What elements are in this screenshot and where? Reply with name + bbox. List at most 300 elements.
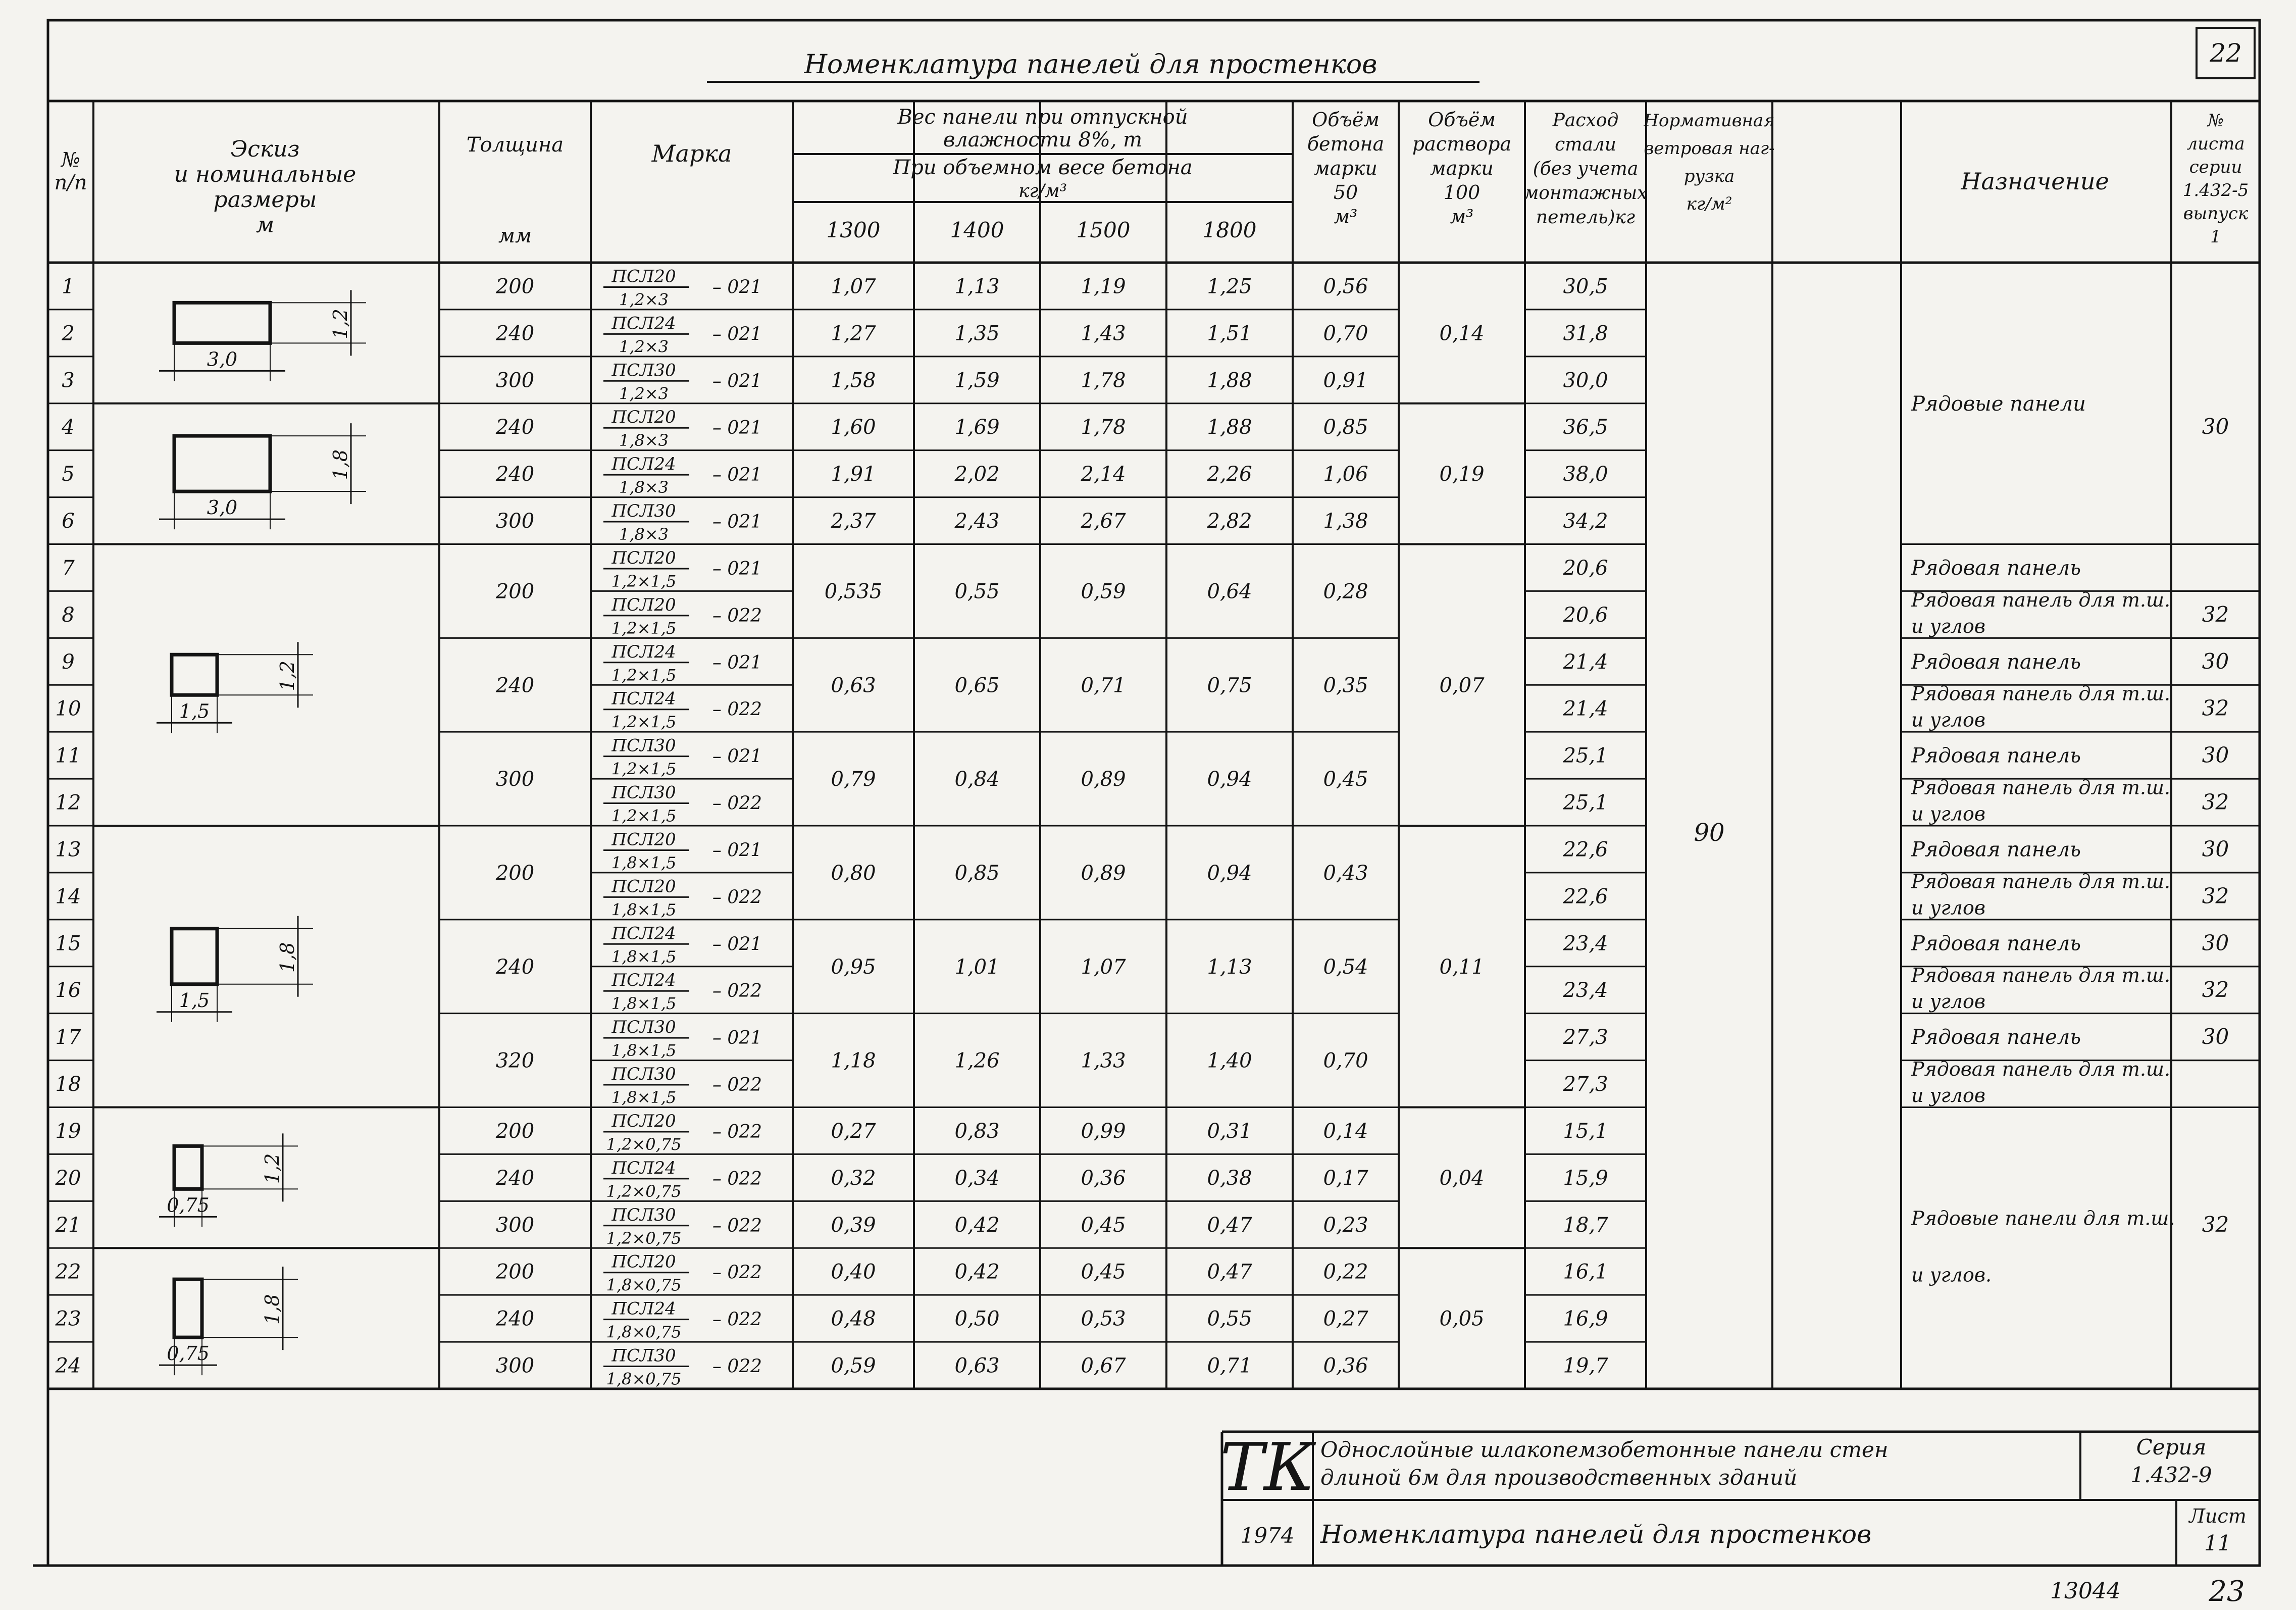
mark-name: ПСЛ20: [611, 407, 676, 428]
steel-value: 19,7: [1563, 1354, 1608, 1378]
weight-value: 0,42: [954, 1260, 1000, 1284]
header-mortar: Объём: [1428, 109, 1496, 131]
weight-value: 1,07: [831, 275, 876, 298]
mark-size: 1,8×3: [619, 525, 669, 544]
row-number: 9: [62, 650, 75, 674]
concrete-value: 1,06: [1323, 463, 1368, 486]
row-number: 10: [55, 697, 81, 721]
mark-suffix: – 022: [712, 887, 762, 908]
thickness-value: 240: [495, 463, 535, 486]
steel-value: 25,1: [1563, 744, 1608, 768]
purpose-text: Рядовые панели: [1911, 392, 2086, 416]
purpose-text: Рядовая панель: [1911, 1026, 2081, 1049]
page-title: Номенклатура панелей для простенков: [804, 49, 1377, 80]
thickness-value: 300: [495, 510, 535, 533]
row-number: 1: [62, 275, 75, 298]
row-number: 22: [55, 1260, 81, 1284]
weight-value: 0,80: [831, 861, 876, 885]
weight-value: 0,535: [824, 580, 883, 603]
weight-value: 0,55: [954, 580, 1000, 603]
purpose-text: Рядовая панель для т.ш.: [1911, 964, 2171, 987]
weight-value: 1,43: [1081, 322, 1126, 345]
title-block-year: 1974: [1240, 1523, 1295, 1548]
header-wind: кг/м²: [1686, 194, 1732, 214]
sketch-width: 1,5: [179, 700, 210, 723]
concrete-value: 0,23: [1323, 1213, 1368, 1237]
row-number: 4: [62, 416, 75, 439]
mark-size: 1,2×1,5: [611, 712, 677, 732]
sheet-number: 32: [2202, 695, 2229, 721]
header-concrete: бетона: [1307, 133, 1385, 155]
weight-value: 0,83: [954, 1119, 1000, 1143]
header-sheet: серии: [2189, 157, 2242, 177]
mark-size: 1,2×0,75: [606, 1228, 682, 1248]
header-density: кг/м³: [1018, 181, 1067, 202]
weight-value: 2,67: [1081, 510, 1126, 533]
row-number: 19: [55, 1119, 81, 1143]
thickness-value: 200: [495, 580, 535, 603]
header-sketch: м: [256, 212, 275, 238]
header-sketch: Эскиз: [230, 136, 300, 162]
row-number: 7: [62, 556, 75, 580]
weight-value: 1,07: [1081, 955, 1126, 979]
steel-value: 20,6: [1563, 603, 1608, 627]
panel-sketch: [172, 929, 217, 984]
mark-suffix: – 021: [712, 512, 762, 533]
weight-value: 0,40: [831, 1260, 876, 1284]
header-density: При объемном весе бетона: [893, 156, 1193, 179]
header-steel: монтажных: [1523, 183, 1648, 204]
title-block-sheet-title: Номенклатура панелей для простенков: [1320, 1520, 1872, 1549]
panel-sketch: [174, 436, 270, 491]
header-sheet: 1.432-5: [2182, 180, 2249, 200]
page-number: 22: [2210, 38, 2242, 68]
mark-suffix: – 022: [712, 1356, 762, 1377]
row-number: 13: [55, 838, 81, 862]
panel-sketch: [174, 1146, 202, 1189]
header-steel: Расход: [1552, 110, 1619, 131]
concrete-value: 1,38: [1323, 510, 1368, 533]
mark-suffix: – 022: [712, 699, 762, 720]
sketch-height: 1,8: [329, 449, 351, 480]
weight-value: 1,01: [954, 955, 1000, 979]
steel-value: 25,1: [1563, 791, 1608, 815]
weight-value: 0,89: [1081, 768, 1126, 791]
header-steel: стали: [1555, 134, 1616, 155]
mark-name: ПСЛ24: [611, 688, 676, 709]
concrete-value: 0,70: [1323, 322, 1368, 345]
thickness-value: 240: [495, 674, 535, 697]
steel-value: 20,6: [1563, 556, 1608, 580]
row-number: 20: [55, 1166, 81, 1190]
row-number: 18: [55, 1073, 81, 1096]
mark-name: ПСЛ30: [611, 735, 676, 756]
sketch-height: 1,8: [261, 1294, 283, 1325]
weight-value: 0,53: [1081, 1307, 1126, 1331]
purpose-text: Рядовая панель для т.ш.: [1911, 870, 2171, 893]
thickness-value: 240: [495, 1307, 535, 1331]
steel-value: 15,1: [1563, 1119, 1608, 1143]
weight-value: 1,33: [1081, 1049, 1126, 1073]
wind-load-value: 90: [1694, 819, 1725, 847]
weight-value: 1,58: [831, 369, 876, 392]
steel-value: 36,5: [1563, 416, 1608, 439]
weight-value: 2,43: [954, 510, 1000, 533]
sketch-width: 1,5: [179, 989, 210, 1012]
header-weight: влажности 8%, т: [943, 128, 1143, 152]
weight-value: 0,89: [1081, 861, 1126, 885]
header-concrete: м³: [1334, 206, 1358, 228]
weight-value: 0,31: [1207, 1119, 1252, 1143]
row-number: 14: [55, 885, 81, 909]
mark-suffix: – 022: [712, 1168, 762, 1189]
weight-value: 1,40: [1207, 1049, 1252, 1073]
weight-value: 0,79: [831, 768, 876, 791]
row-number: 11: [55, 744, 81, 768]
mark-name: ПСЛ30: [611, 1064, 676, 1085]
row-number: 16: [55, 979, 81, 1002]
header-sheet: №: [2207, 111, 2224, 131]
row-number: 21: [55, 1213, 81, 1237]
series-value: 1.432-9: [2130, 1463, 2212, 1487]
weight-value: 0,94: [1207, 768, 1252, 791]
sketch-height: 1,2: [276, 661, 298, 691]
weight-value: 1,78: [1081, 416, 1126, 439]
mark-suffix: – 021: [712, 371, 762, 392]
thickness-value: 240: [495, 1166, 535, 1190]
weight-value: 2,14: [1081, 463, 1126, 486]
mark-suffix: – 021: [712, 934, 762, 955]
weight-value: 0,64: [1207, 580, 1252, 603]
header-purpose: Назначение: [1961, 168, 2109, 195]
steel-value: 23,4: [1563, 979, 1608, 1002]
header-sheet: 1: [2210, 227, 2221, 247]
sheet-number: 30: [2202, 836, 2229, 862]
footer-page: 23: [2209, 1575, 2245, 1608]
mark-suffix: – 022: [712, 981, 762, 1002]
weight-value: 0,48: [831, 1307, 876, 1331]
row-number: 2: [62, 322, 75, 345]
steel-value: 18,7: [1563, 1213, 1608, 1237]
sheet-number: 32: [2202, 789, 2229, 815]
mark-suffix: – 021: [712, 652, 762, 673]
mark-name: ПСЛ20: [611, 1111, 676, 1131]
mark-size: 1,8×1,5: [611, 900, 677, 920]
steel-value: 21,4: [1563, 650, 1608, 674]
weight-value: 1,51: [1207, 322, 1252, 345]
steel-value: 31,8: [1563, 322, 1608, 345]
weight-value: 0,99: [1081, 1119, 1126, 1143]
weight-value: 1,13: [1207, 955, 1252, 979]
concrete-value: 0,43: [1323, 861, 1368, 885]
header-steel: (без учета: [1533, 159, 1639, 179]
weight-value: 0,45: [1081, 1213, 1126, 1237]
mark-size: 1,2×0,75: [606, 1181, 682, 1201]
weight-value: 0,45: [1081, 1260, 1126, 1284]
weight-value: 1,88: [1207, 369, 1252, 392]
steel-value: 34,2: [1563, 510, 1608, 533]
row-number: 8: [62, 603, 75, 627]
series-label: Серия: [2136, 1435, 2207, 1460]
purpose-text: Рядовая панель: [1911, 556, 2081, 580]
mark-name: ПСЛ24: [611, 1298, 676, 1319]
sketch-width: 3,0: [207, 496, 238, 519]
header-mortar: раствора: [1412, 133, 1512, 155]
weight-value: 0,34: [954, 1166, 1000, 1190]
mark-suffix: – 022: [712, 605, 762, 626]
mark-name: ПСЛ24: [611, 970, 676, 991]
mark-name: ПСЛ20: [611, 1251, 676, 1272]
mark-suffix: – 022: [712, 793, 762, 814]
weight-value: 0,47: [1207, 1260, 1252, 1284]
purpose-text: Рядовые панели для т.ш.: [1911, 1207, 2175, 1230]
thickness-value: 300: [495, 369, 535, 392]
row-number: 24: [55, 1354, 81, 1378]
weight-value: 1,19: [1081, 275, 1126, 298]
panel-sketch: [172, 655, 217, 695]
weight-value: 0,63: [954, 1354, 1000, 1378]
mark-name: ПСЛ24: [611, 641, 676, 662]
mark-suffix: – 022: [712, 1075, 762, 1096]
header-sheet: выпуск: [2183, 204, 2249, 224]
concrete-value: 0,85: [1323, 416, 1368, 439]
header-num: п/п: [54, 171, 87, 194]
mark-size: 1,8×1,5: [611, 947, 677, 967]
weight-value: 1,60: [831, 416, 876, 439]
sketch-width: 3,0: [207, 348, 238, 371]
row-number: 15: [55, 932, 81, 955]
mark-suffix: – 021: [712, 746, 762, 767]
mark-suffix: – 022: [712, 1262, 762, 1283]
mark-name: ПСЛ30: [611, 1345, 676, 1366]
mark-name: ПСЛ30: [611, 360, 676, 381]
purpose-text: и углов: [1911, 709, 1985, 731]
weight-value: 1,35: [954, 322, 1000, 345]
weight-value: 0,50: [954, 1307, 1000, 1331]
mark-suffix: – 021: [712, 418, 762, 439]
header-mortar: 100: [1443, 181, 1481, 204]
mark-name: ПСЛ30: [611, 782, 676, 803]
mark-size: 1,8×1,5: [611, 1088, 677, 1108]
purpose-text: Рядовая панель: [1911, 744, 2081, 768]
purpose-text: и углов: [1911, 802, 1985, 825]
concrete-value: 0,14: [1323, 1119, 1368, 1143]
mark-name: ПСЛ20: [611, 876, 676, 897]
weight-value: 2,37: [831, 510, 876, 533]
header-sketch: размеры: [213, 187, 317, 213]
mark-size: 1,8×0,75: [606, 1322, 682, 1342]
mark-suffix: – 021: [712, 465, 762, 486]
row-number: 12: [55, 791, 81, 815]
weight-value: 2,02: [954, 463, 1000, 486]
header-mortar: м³: [1450, 206, 1474, 228]
panel-sketch: [174, 303, 270, 343]
mark-size: 1,8×0,75: [606, 1275, 682, 1295]
header-mark: Марка: [651, 140, 732, 167]
thickness-value: 200: [495, 1260, 535, 1284]
purpose-text: Рядовая панель: [1911, 838, 2081, 862]
mark-suffix: – 022: [712, 1121, 762, 1142]
weight-value: 1,69: [954, 416, 1000, 439]
weight-value: 1,13: [954, 275, 1000, 298]
steel-value: 22,6: [1563, 838, 1608, 862]
mark-size: 1,2×3: [619, 337, 669, 357]
row-number: 23: [55, 1307, 81, 1331]
mark-name: ПСЛ20: [611, 594, 676, 615]
sheet-number: 30: [2202, 930, 2229, 955]
sheet-number: 30: [2202, 414, 2229, 439]
mortar-value: 0,14: [1439, 322, 1485, 345]
sheet-label: Лист: [2189, 1505, 2247, 1527]
header-steel: петель)кг: [1536, 207, 1636, 228]
sheet-number: 32: [2202, 977, 2229, 1002]
header-wind: Нормативная: [1644, 111, 1775, 131]
sheet-number: 32: [2202, 601, 2229, 627]
title-block-description: Однослойные шлакопемзобетонные панели стен: [1320, 1437, 1889, 1462]
mark-size: 1,8×1,5: [611, 853, 677, 873]
header-num: №: [61, 148, 80, 172]
header-wind: рузка: [1683, 166, 1735, 186]
weight-value: 0,95: [831, 955, 876, 979]
mark-size: 1,2×0,75: [606, 1134, 682, 1154]
concrete-value: 0,91: [1323, 369, 1368, 392]
weight-value: 0,47: [1207, 1213, 1252, 1237]
header-concrete: марки: [1314, 157, 1377, 179]
title-block-description: длиной 6м для производственных зданий: [1320, 1465, 1798, 1490]
header-concrete: 50: [1333, 181, 1358, 204]
concrete-value: 0,28: [1323, 580, 1368, 603]
mark-name: ПСЛ24: [611, 313, 676, 334]
header-density-value: 1300: [826, 218, 881, 242]
concrete-value: 0,36: [1323, 1354, 1368, 1378]
purpose-text: Рядовая панель для т.ш.: [1911, 588, 2171, 611]
mark-name: ПСЛ30: [611, 1017, 676, 1038]
row-number: 17: [55, 1026, 81, 1049]
header-density-value: 1500: [1076, 218, 1131, 242]
sheet-value: 11: [2204, 1531, 2231, 1555]
steel-value: 38,0: [1563, 463, 1608, 486]
header-weight: Вес панели при отпускной: [897, 106, 1188, 129]
purpose-text: и углов.: [1911, 1264, 1992, 1286]
mortar-value: 0,04: [1439, 1166, 1485, 1190]
thickness-value: 240: [495, 416, 535, 439]
weight-value: 0,39: [831, 1213, 876, 1237]
weight-value: 0,38: [1207, 1166, 1252, 1190]
mark-name: ПСЛ30: [611, 501, 676, 522]
header-density-value: 1400: [950, 218, 1004, 242]
mark-size: 1,2×1,5: [611, 618, 677, 638]
steel-value: 16,1: [1563, 1260, 1608, 1284]
weight-value: 0,67: [1081, 1354, 1126, 1378]
thickness-value: 320: [495, 1049, 535, 1073]
purpose-text: и углов: [1911, 615, 1985, 637]
weight-value: 1,59: [954, 369, 1000, 392]
thickness-value: 200: [495, 275, 535, 298]
steel-value: 22,6: [1563, 885, 1608, 909]
weight-value: 0,75: [1207, 674, 1252, 697]
mark-suffix: – 021: [712, 1028, 762, 1049]
sketch-width: 0,75: [167, 1194, 210, 1217]
mark-name: ПСЛ20: [611, 266, 676, 287]
tk-logo: ТК: [1220, 1429, 1315, 1505]
mark-size: 1,2×1,5: [611, 806, 677, 826]
mark-suffix: – 022: [712, 1215, 762, 1236]
mark-size: 1,2×1,5: [611, 759, 677, 779]
weight-value: 0,27: [831, 1119, 876, 1143]
weight-value: 1,78: [1081, 369, 1126, 392]
concrete-value: 0,54: [1323, 955, 1368, 979]
weight-value: 0,36: [1081, 1166, 1126, 1190]
weight-value: 1,27: [831, 322, 876, 345]
thickness-value: 240: [495, 322, 535, 345]
mark-suffix: – 021: [712, 277, 762, 298]
sketch-width: 0,75: [167, 1342, 210, 1365]
mark-size: 1,2×1,5: [611, 571, 677, 591]
mark-name: ПСЛ24: [611, 1158, 676, 1178]
steel-value: 30,0: [1563, 369, 1608, 392]
mark-suffix: – 021: [712, 840, 762, 861]
sheet-number: 30: [2202, 648, 2229, 674]
sheet-number: 32: [2202, 883, 2229, 909]
purpose-text: Рядовая панель для т.ш.: [1911, 682, 2171, 705]
purpose-text: Рядовая панель для т.ш.: [1911, 1058, 2171, 1081]
mark-size: 1,8×3: [619, 431, 669, 450]
thickness-value: 300: [495, 768, 535, 791]
weight-value: 1,88: [1207, 416, 1252, 439]
row-number: 3: [62, 369, 75, 392]
mark-size: 1,2×3: [619, 290, 669, 310]
steel-value: 27,3: [1563, 1026, 1608, 1049]
thickness-value: 300: [495, 1354, 535, 1378]
weight-value: 0,71: [1081, 674, 1126, 697]
concrete-value: 0,56: [1323, 275, 1368, 298]
purpose-text: Рядовая панель: [1911, 932, 2081, 955]
steel-value: 15,9: [1563, 1166, 1608, 1190]
thickness-value: 200: [495, 1119, 535, 1143]
weight-value: 0,84: [954, 768, 1000, 791]
purpose-text: и углов: [1911, 1084, 1985, 1107]
header-mortar: марки: [1430, 157, 1494, 179]
mark-name: ПСЛ30: [611, 1204, 676, 1225]
weight-value: 0,85: [954, 861, 1000, 885]
weight-value: 0,71: [1207, 1354, 1252, 1378]
sketch-height: 1,8: [276, 942, 298, 973]
mark-name: ПСЛ20: [611, 829, 676, 850]
steel-value: 23,4: [1563, 932, 1608, 955]
header-thickness: Толщина: [466, 133, 564, 157]
weight-value: 0,65: [954, 674, 1000, 697]
steel-value: 30,5: [1563, 275, 1608, 298]
header-sheet: листа: [2186, 134, 2245, 154]
weight-value: 0,59: [831, 1354, 876, 1378]
weight-value: 0,32: [831, 1166, 876, 1190]
row-number: 6: [62, 510, 75, 533]
thickness-value: 300: [495, 1213, 535, 1237]
weight-value: 1,26: [954, 1049, 1000, 1073]
weight-value: 0,63: [831, 674, 876, 697]
sheet-number: 30: [2202, 1024, 2229, 1049]
concrete-value: 0,35: [1323, 674, 1368, 697]
sketch-height: 1,2: [261, 1153, 283, 1184]
weight-value: 0,42: [954, 1213, 1000, 1237]
mortar-value: 0,19: [1439, 463, 1485, 486]
concrete-value: 0,70: [1323, 1049, 1368, 1073]
purpose-text: Рядовая панель для т.ш.: [1911, 776, 2171, 799]
header-sketch: и номинальные: [174, 162, 356, 187]
mark-size: 1,8×1,5: [611, 1041, 677, 1061]
concrete-value: 0,27: [1323, 1307, 1368, 1331]
purpose-text: и углов: [1911, 990, 1985, 1013]
